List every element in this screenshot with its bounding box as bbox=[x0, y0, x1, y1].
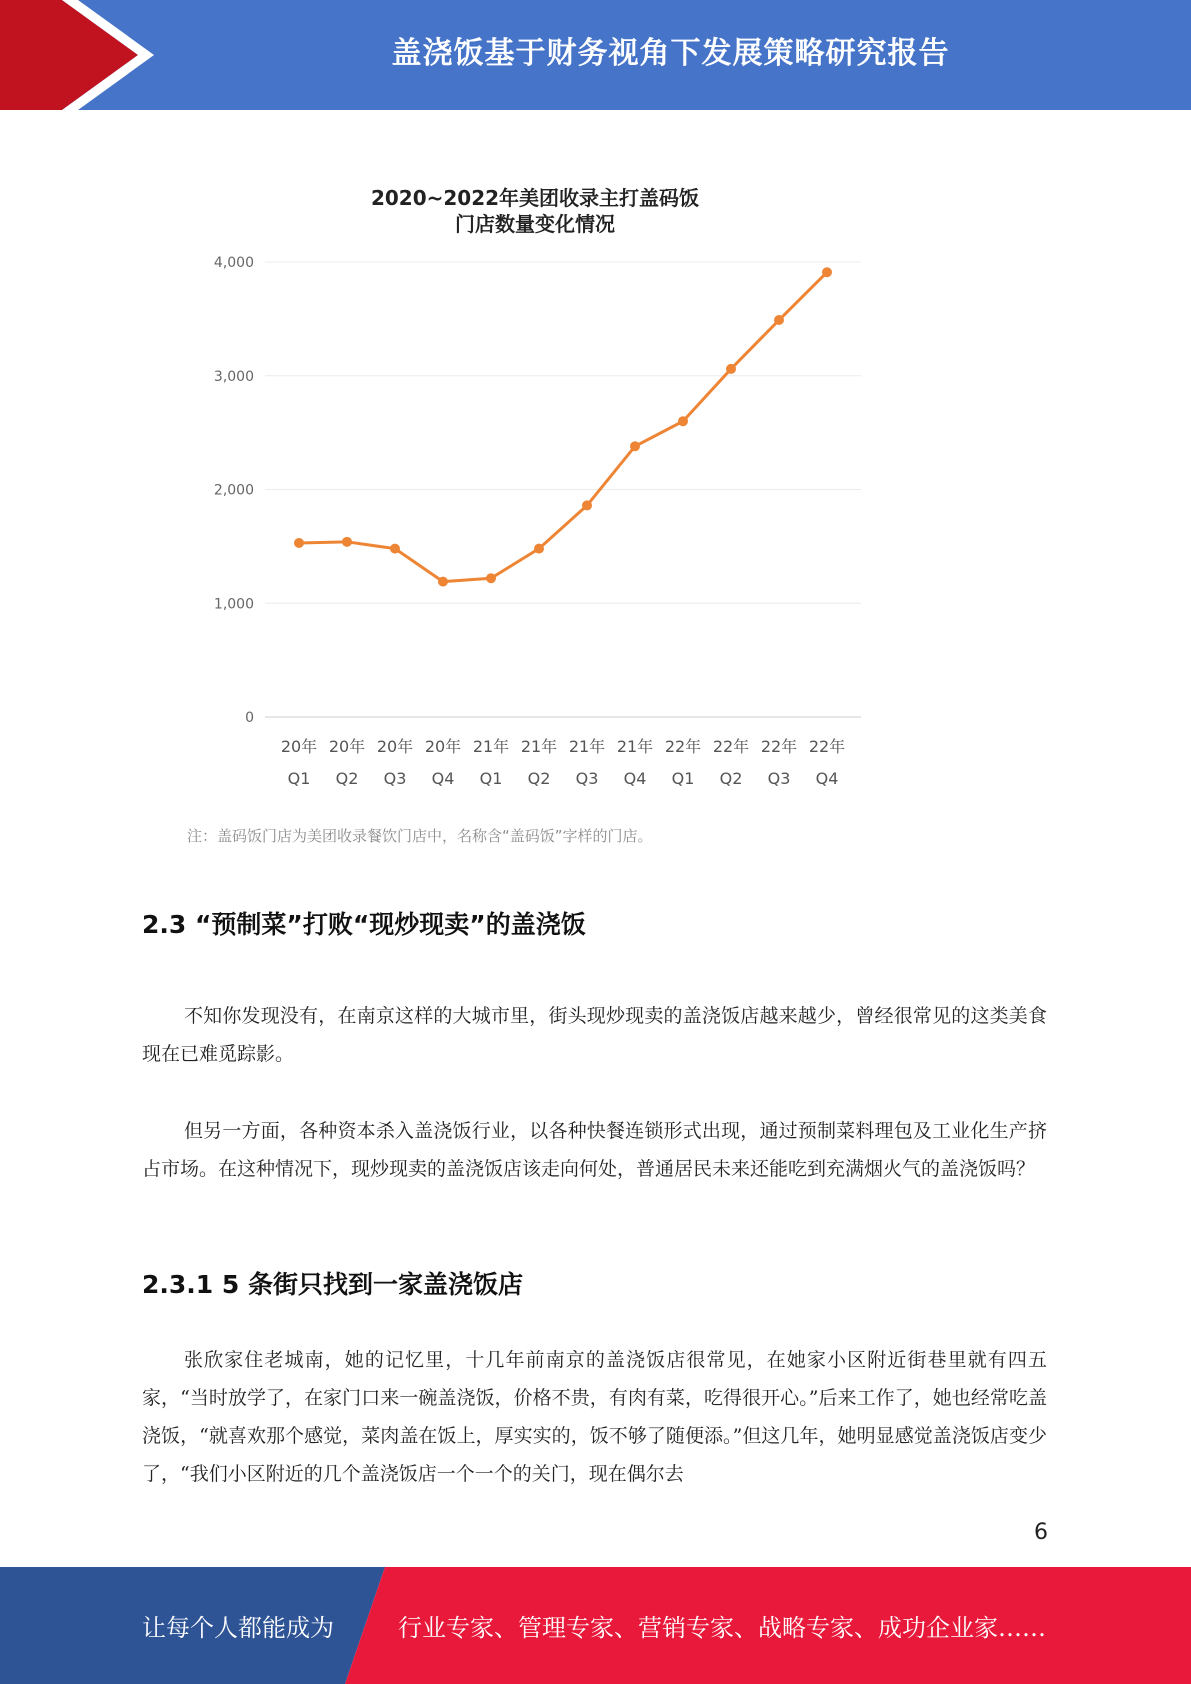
x-tick-label-quarter: Q3 bbox=[383, 769, 407, 788]
y-tick-label: 3,000 bbox=[213, 368, 254, 385]
x-tick-label-quarter: Q2 bbox=[335, 769, 359, 788]
section-heading-2-3-1: 2.3.1 5 条街只找到一家盖浇饭店 bbox=[142, 1270, 523, 1299]
x-tick-label-quarter: Q3 bbox=[575, 769, 599, 788]
paragraph-2: 但另一方面，各种资本杀入盖浇饭行业，以各种快餐连锁形式出现，通过预制菜料理包及工业化生产挤占市场。在这种情况下，现炒现卖的盖浇饭店该走向何处，普通居民未来还能吃到充满烟火气的盖浇饭吗？ bbox=[142, 1120, 1047, 1180]
x-tick-label-year: 22年 bbox=[808, 737, 846, 756]
data-point bbox=[342, 537, 352, 547]
y-tick-label: 0 bbox=[245, 710, 254, 726]
chart-note: 注：盖码饭门店为美团收录餐饮门店中，名称含“盖码饭”字样的门店。 bbox=[187, 827, 653, 845]
chart-title-line-1: 2020~2022年美团收录主打盖码饭 bbox=[370, 186, 700, 210]
x-tick-label-quarter: Q4 bbox=[623, 769, 647, 788]
x-tick-label-quarter: Q4 bbox=[431, 769, 455, 788]
x-tick-label-year: 20年 bbox=[280, 737, 318, 756]
x-tick-label-quarter: Q2 bbox=[527, 769, 551, 788]
page-footer bbox=[0, 1567, 1191, 1684]
x-tick-label-quarter: Q4 bbox=[815, 769, 839, 788]
x-tick-label-year: 21年 bbox=[568, 737, 606, 756]
line-chart bbox=[175, 175, 935, 855]
x-tick-label-quarter: Q1 bbox=[671, 769, 695, 788]
x-tick-label-year: 21年 bbox=[472, 737, 510, 756]
series-line bbox=[299, 272, 827, 581]
data-point bbox=[486, 573, 496, 583]
x-tick-label-quarter: Q2 bbox=[719, 769, 743, 788]
report-title: 盖浇饭基于财务视角下发展策略研究报告 bbox=[391, 36, 950, 71]
y-tick-label: 4,000 bbox=[213, 255, 254, 271]
data-point bbox=[390, 544, 400, 554]
chart-figure bbox=[175, 175, 935, 855]
paragraph-1: 不知你发现没有，在南京这样的大城市里，街头现炒现卖的盖浇饭店越来越少，曾经很常见的这类美食现在已难觅踪影。 bbox=[142, 1005, 1047, 1065]
x-tick-label-year: 22年 bbox=[712, 737, 750, 756]
x-tick-label-quarter: Q1 bbox=[287, 769, 311, 788]
data-point bbox=[822, 267, 832, 277]
footer-slogan-right: 行业专家、管理专家、营销专家、战略专家、成功企业家…… bbox=[398, 1614, 1046, 1642]
data-point bbox=[678, 416, 688, 426]
x-tick-label-year: 22年 bbox=[664, 737, 702, 756]
x-tick-label-year: 20年 bbox=[328, 737, 366, 756]
data-point bbox=[582, 500, 592, 510]
x-tick-label-year: 20年 bbox=[424, 737, 462, 756]
section-heading-2-3: 2.3 “预制菜”打败“现炒现卖”的盖浇饭 bbox=[142, 910, 586, 939]
x-tick-label-quarter: Q3 bbox=[767, 769, 791, 788]
page-number: 6 bbox=[1034, 1520, 1048, 1545]
data-point bbox=[294, 538, 304, 548]
data-point bbox=[726, 364, 736, 374]
data-point bbox=[534, 544, 544, 554]
header-arrow-decoration bbox=[0, 0, 160, 110]
chart-title bbox=[175, 185, 895, 237]
x-tick-label-year: 22年 bbox=[760, 737, 798, 756]
x-tick-label-year: 21年 bbox=[616, 737, 654, 756]
x-tick-label-year: 21年 bbox=[520, 737, 558, 756]
chart-title-line-2: 门店数量变化情况 bbox=[455, 212, 615, 236]
data-point bbox=[438, 577, 448, 587]
data-point bbox=[774, 315, 784, 325]
footer-slogan-left: 让每个人都能成为 bbox=[142, 1614, 334, 1642]
x-tick-label-quarter: Q1 bbox=[479, 769, 503, 788]
x-tick-label-year: 20年 bbox=[376, 737, 414, 756]
page-header bbox=[0, 0, 1191, 110]
data-point bbox=[630, 441, 640, 451]
y-tick-label: 2,000 bbox=[213, 482, 254, 499]
y-tick-label: 1,000 bbox=[213, 596, 254, 613]
paragraph-3: 张欣家住老城南，她的记忆里，十几年前南京的盖浇饭店很常见，在她家小区附近街巷里就有四五家，“当时放学了，在家门口来一碗盖浇饭，价格不贵，有肉有菜，吃得很开心。”后来工作了，她也经常吃盖浇饭，“就喜欢那个感觉，菜肉盖在饭上，厚实实的，饭不够了随便添。”但这几年，她明显感觉盖浇饭店变少了，“我们小区附近的几个盖浇饭店一个一个的关门，现在偶尔去 bbox=[142, 1349, 1047, 1485]
